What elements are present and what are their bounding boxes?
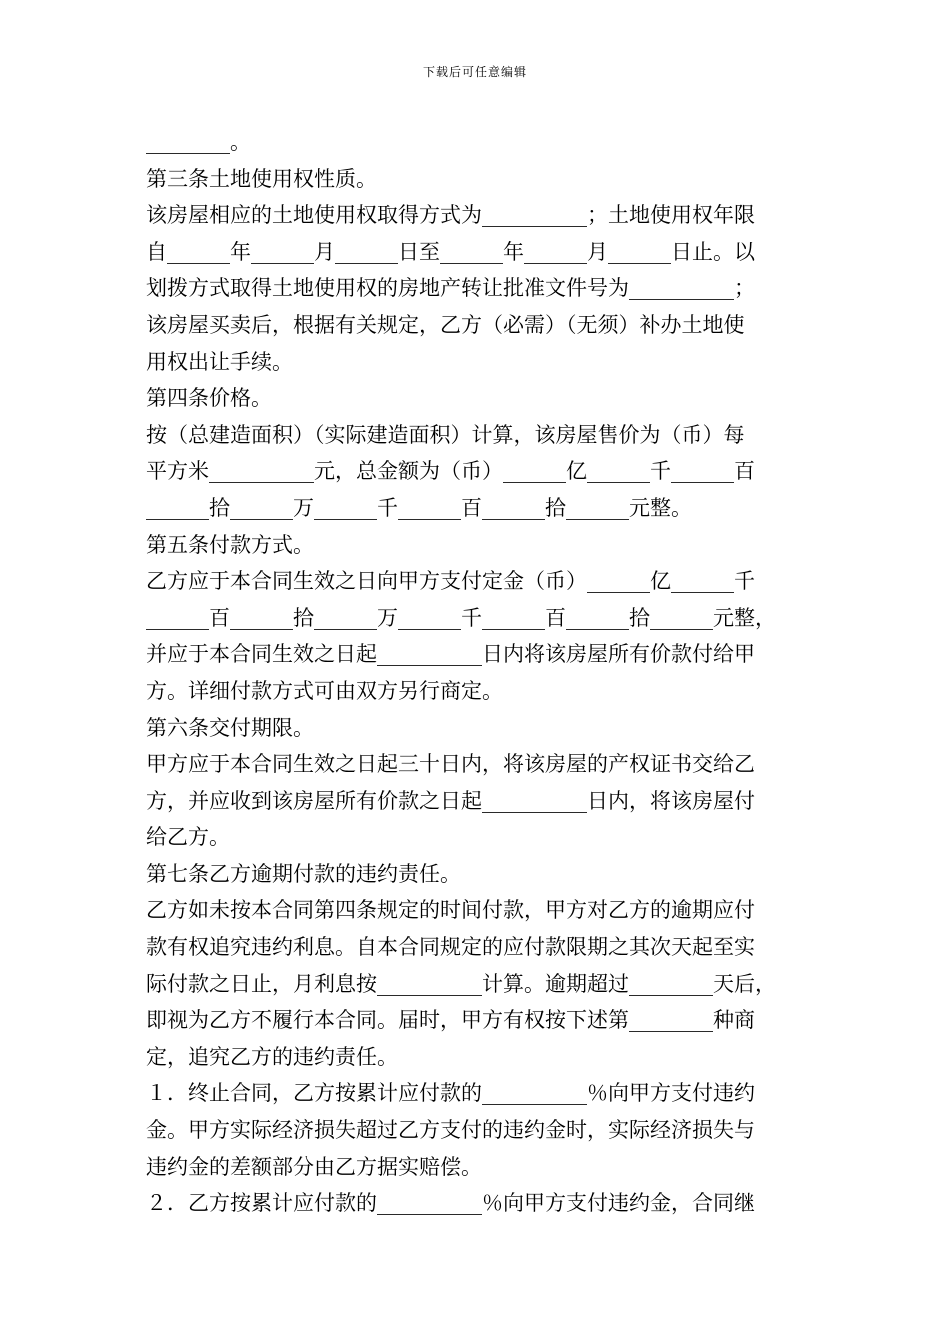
text-line: 按（总建造面积）（实际建造面积）计算，该房屋售价为（币）每 [146, 422, 745, 447]
text-line: ______拾______万______千______百______拾______元整。 [146, 495, 692, 520]
page-header: 下载后可任意编辑 [422, 65, 527, 79]
list-item-2: ２．乙方按累计应付款的__________％向甲方支付违约金，合同继 [146, 1191, 755, 1216]
text-line: 给乙方。 [146, 825, 230, 850]
text-line: 方，并应收到该房屋所有价款之日起__________日内，将该房屋付 [146, 788, 755, 813]
text-line: 乙方应于本合同生效之日向甲方支付定金（币）______亿______千 [146, 569, 755, 594]
text-line: 划拨方式取得土地使用权的房地产转让批准文件号为__________； [146, 276, 755, 301]
clause-heading-5: 第五条付款方式。 [146, 532, 314, 557]
list-item-1: １．终止合同，乙方按累计应付款的__________％向甲方支付违约 [146, 1081, 755, 1106]
text-line: 款有权追究违约利息。自本合同规定的应付款限期之其次天起至实 [146, 935, 755, 960]
text-line: 乙方如未按本合同第四条规定的时间付款，甲方对乙方的逾期应付 [146, 898, 755, 923]
text-line: 平方米__________元，总金额为（币）______亿______千______百 [146, 459, 755, 484]
text-line: 金。甲方实际经济损失超过乙方支付的违约金时，实际经济损失与 [146, 1118, 755, 1143]
clause-heading-3: 第三条土地使用权性质。 [146, 166, 377, 191]
text-line: 定，追究乙方的违约责任。 [146, 1044, 398, 1069]
text-line: 甲方应于本合同生效之日起三十日内，将该房屋的产权证书交给乙 [146, 752, 755, 777]
text-line: 该房屋相应的土地使用权取得方式为__________；土地使用权年限 [146, 203, 755, 228]
text-line: ________。 [146, 130, 251, 154]
clause-heading-7: 第七条乙方逾期付款的违约责任。 [146, 861, 461, 886]
text-line: 并应于本合同生效之日起__________日内将该房屋所有价款付给甲 [146, 642, 755, 667]
text-line: 际付款之日止，月利息按__________计算。逾期超过________天后， [146, 971, 776, 996]
document-body [146, 124, 826, 1222]
clause-heading-6: 第六条交付期限。 [146, 715, 314, 740]
text-line: ______百______拾______万______千______百______拾______元整， [146, 605, 776, 630]
text-line: 该房屋买卖后，根据有关规定，乙方（必需）（无须）补办土地使 [146, 312, 745, 337]
text-line: 违约金的差额部分由乙方据实赔偿。 [146, 1154, 482, 1179]
text-line: 用权出让手续。 [146, 349, 293, 374]
clause-heading-4: 第四条价格。 [146, 386, 272, 411]
text-line: 方。详细付款方式可由双方另行商定。 [146, 678, 503, 703]
text-line: 即视为乙方不履行本合同。届时，甲方有权按下述第________种商 [146, 1008, 755, 1033]
text-line: 自______年______月______日至______年______月______日止。以 [146, 239, 755, 264]
